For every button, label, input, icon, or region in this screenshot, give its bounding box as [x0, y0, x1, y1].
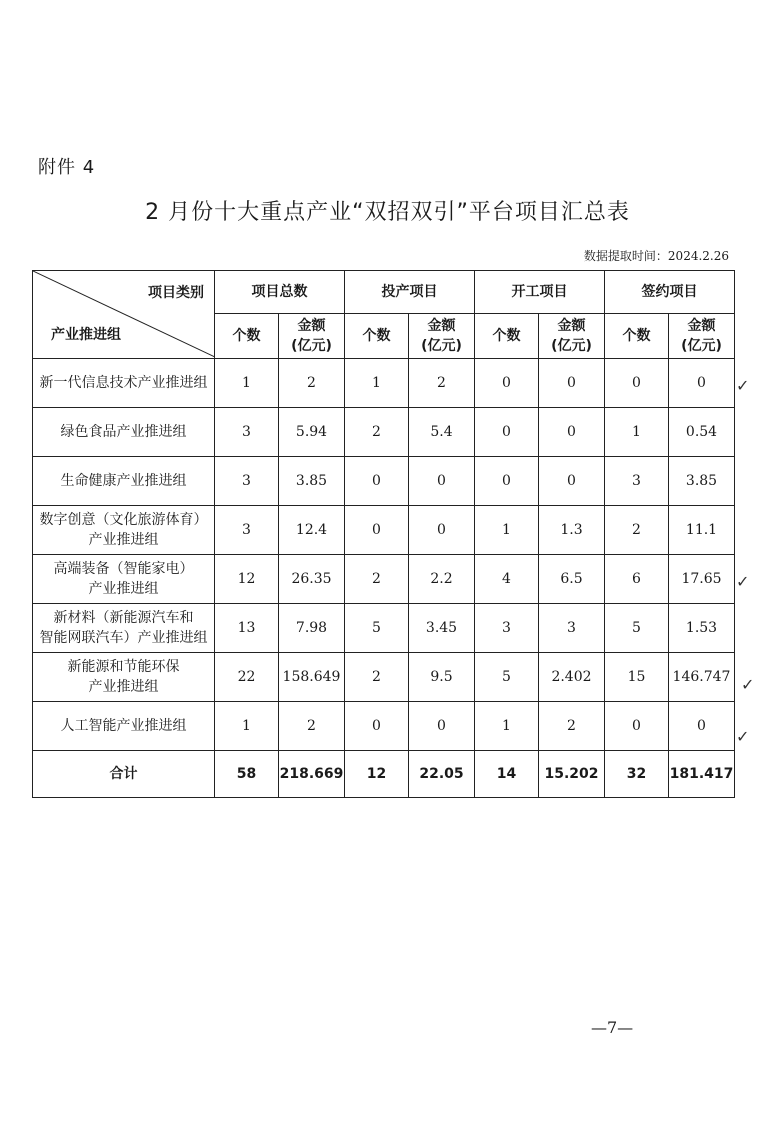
- category-name: 人工智能产业推进组: [60, 718, 187, 734]
- count-cell: 1: [475, 506, 539, 555]
- subheader-amount: [669, 314, 735, 359]
- header-construction-projects: 开工项目: [475, 271, 605, 314]
- total-count-cell: 32: [605, 751, 669, 798]
- subheader-amount-unit: (亿元): [291, 338, 332, 354]
- category-cell: [33, 702, 215, 751]
- amount-cell: 2: [279, 702, 345, 751]
- count-cell: 0: [605, 359, 669, 408]
- total-amount-cell: 181.417: [669, 751, 735, 798]
- count-cell: 1: [345, 359, 409, 408]
- corner-label-group: 产业推进组: [51, 327, 121, 343]
- subheader-amount-label: 金额: [557, 318, 586, 334]
- count-cell: 15: [605, 653, 669, 702]
- category-name: 新一代信息技术产业推进组: [39, 375, 208, 391]
- amount-cell: 0: [539, 457, 605, 506]
- amount-cell: 158.649: [279, 653, 345, 702]
- amount-cell: 146.747: [669, 653, 735, 702]
- category-name: 绿色食品产业推进组: [60, 424, 187, 440]
- count-cell: 2: [345, 653, 409, 702]
- subheader-amount-label: 金额: [427, 318, 456, 334]
- count-cell: 5: [345, 604, 409, 653]
- category-cell: [33, 555, 215, 604]
- count-cell: 2: [605, 506, 669, 555]
- amount-cell: 0.54: [669, 408, 735, 457]
- count-cell: 5: [605, 604, 669, 653]
- count-cell: 13: [215, 604, 279, 653]
- amount-cell: 0: [409, 506, 475, 555]
- amount-cell: 7.98: [279, 604, 345, 653]
- count-cell: 1: [215, 702, 279, 751]
- subheader-amount-unit: (亿元): [681, 338, 722, 354]
- check-mark-icon: ✓: [741, 675, 755, 694]
- subheader-amount-unit: (亿元): [421, 338, 462, 354]
- summary-table: [32, 270, 735, 798]
- total-label: 合计: [33, 751, 215, 798]
- table-row: [33, 457, 735, 506]
- total-amount-cell: 15.202: [539, 751, 605, 798]
- extract-time: 数据提取时间：2024.2.26: [583, 249, 729, 263]
- amount-cell: 1.3: [539, 506, 605, 555]
- amount-cell: 2: [539, 702, 605, 751]
- category-cell: [33, 457, 215, 506]
- amount-cell: 26.35: [279, 555, 345, 604]
- category-cell: [33, 604, 215, 653]
- amount-cell: 5.4: [409, 408, 475, 457]
- amount-cell: 0: [539, 408, 605, 457]
- table-row: [33, 506, 735, 555]
- category-name: 生命健康产业推进组: [60, 473, 187, 489]
- count-cell: 6: [605, 555, 669, 604]
- amount-cell: 1.53: [669, 604, 735, 653]
- amount-cell: 11.1: [669, 506, 735, 555]
- count-cell: 3: [475, 604, 539, 653]
- count-cell: 22: [215, 653, 279, 702]
- count-cell: 1: [215, 359, 279, 408]
- category-name-line2: 产业推进组: [88, 532, 159, 548]
- category-cell: [33, 408, 215, 457]
- amount-cell: 9.5: [409, 653, 475, 702]
- count-cell: 12: [215, 555, 279, 604]
- subheader-amount-unit: (亿元): [551, 338, 592, 354]
- category-name: 数字创意（文化旅游体育）: [39, 512, 208, 528]
- category-name: 新材料（新能源汽车和: [53, 610, 194, 626]
- header-production-projects: 投产项目: [345, 271, 475, 314]
- amount-cell: 5.94: [279, 408, 345, 457]
- count-cell: 3: [215, 408, 279, 457]
- total-count-cell: 58: [215, 751, 279, 798]
- amount-cell: 2: [409, 359, 475, 408]
- category-name-line2: 智能网联汽车）产业推进组: [39, 630, 208, 646]
- subheader-amount: [279, 314, 345, 359]
- subheader-count: 个数: [215, 314, 279, 359]
- count-cell: 3: [605, 457, 669, 506]
- check-mark-icon: ✓: [736, 376, 750, 395]
- check-mark-icon: ✓: [736, 727, 750, 746]
- category-cell: [33, 653, 215, 702]
- total-amount-cell: 218.669: [279, 751, 345, 798]
- subheader-amount-label: 金额: [297, 318, 326, 334]
- total-count-cell: 12: [345, 751, 409, 798]
- total-amount-cell: 22.05: [409, 751, 475, 798]
- amount-cell: 0: [409, 702, 475, 751]
- subheader-count: 个数: [345, 314, 409, 359]
- amount-cell: 12.4: [279, 506, 345, 555]
- amount-cell: 6.5: [539, 555, 605, 604]
- amount-cell: 3.45: [409, 604, 475, 653]
- count-cell: 0: [475, 408, 539, 457]
- attachment-label: 附件 4: [38, 157, 96, 178]
- amount-cell: 17.65: [669, 555, 735, 604]
- count-cell: 4: [475, 555, 539, 604]
- count-cell: 0: [345, 457, 409, 506]
- subheader-amount: [539, 314, 605, 359]
- table-row: [33, 359, 735, 408]
- category-cell: [33, 506, 215, 555]
- header-corner-cell: [33, 271, 215, 359]
- amount-cell: 3.85: [669, 457, 735, 506]
- count-cell: 0: [345, 506, 409, 555]
- table-row: [33, 555, 735, 604]
- count-cell: 0: [345, 702, 409, 751]
- amount-cell: 0: [669, 702, 735, 751]
- category-name: 新能源和节能环保: [67, 659, 180, 675]
- amount-cell: 2: [279, 359, 345, 408]
- amount-cell: 0: [669, 359, 735, 408]
- count-cell: 2: [345, 555, 409, 604]
- count-cell: 3: [215, 457, 279, 506]
- total-count-cell: 14: [475, 751, 539, 798]
- amount-cell: 0: [539, 359, 605, 408]
- total-row: [33, 751, 735, 798]
- count-cell: 5: [475, 653, 539, 702]
- count-cell: 1: [605, 408, 669, 457]
- subheader-count: 个数: [605, 314, 669, 359]
- amount-cell: 2.402: [539, 653, 605, 702]
- check-mark-icon: ✓: [736, 572, 750, 591]
- header-total-projects: 项目总数: [215, 271, 345, 314]
- amount-cell: 3.85: [279, 457, 345, 506]
- table-row: [33, 702, 735, 751]
- category-name-line2: 产业推进组: [88, 581, 159, 597]
- document-title: 2 月份十大重点产业“双招双引”平台项目汇总表: [145, 200, 630, 225]
- category-cell: [33, 359, 215, 408]
- table-row: [33, 604, 735, 653]
- subheader-amount-label: 金额: [687, 318, 716, 334]
- amount-cell: 0: [409, 457, 475, 506]
- header-signed-projects: 签约项目: [605, 271, 735, 314]
- amount-cell: 3: [539, 604, 605, 653]
- count-cell: 1: [475, 702, 539, 751]
- table-row: [33, 408, 735, 457]
- count-cell: 2: [345, 408, 409, 457]
- count-cell: 3: [215, 506, 279, 555]
- subheader-count: 个数: [475, 314, 539, 359]
- count-cell: 0: [605, 702, 669, 751]
- table-row: [33, 653, 735, 702]
- page-number: —7—: [591, 1018, 634, 1037]
- summary-table-wrap: [32, 270, 735, 798]
- category-name: 高端装备（智能家电）: [53, 561, 194, 577]
- amount-cell: 2.2: [409, 555, 475, 604]
- subheader-amount: [409, 314, 475, 359]
- count-cell: 0: [475, 457, 539, 506]
- count-cell: 0: [475, 359, 539, 408]
- category-name-line2: 产业推进组: [88, 679, 159, 695]
- corner-label-category: 项目类别: [148, 285, 204, 301]
